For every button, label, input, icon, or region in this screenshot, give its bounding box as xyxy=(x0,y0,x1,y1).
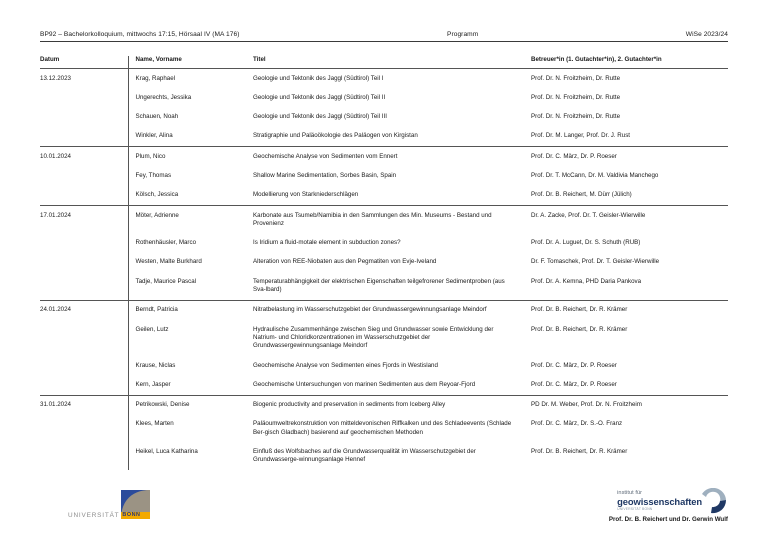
cell-student-name: Kölsch, Jessica xyxy=(128,186,246,206)
institute-logo-line3: UNIVERSITÄT BONN xyxy=(617,506,653,511)
table-row xyxy=(40,166,728,185)
cell-student-name: Fey, Thomas xyxy=(128,166,246,185)
table-row xyxy=(40,108,728,127)
column-header-supervisor: Betreuer*in (1. Gutachter*in), 2. Gutachter*in xyxy=(524,56,728,69)
cell-date xyxy=(40,186,128,206)
cell-student-name: Heikel, Luca Katharina xyxy=(128,443,246,471)
university-bonn-logo xyxy=(68,490,150,519)
cell-thesis-title: Shallow Marine Sedimentation, Sorbes Basin, Spain xyxy=(253,171,397,179)
institute-arc-icon xyxy=(700,488,728,514)
cell-thesis-title: Temperaturabhängigkeit der elektrischen Eigenschaften teilgefrorener Sedimentproben (aus Sva-lbard) xyxy=(253,277,505,294)
institute-logo-line1: institut für xyxy=(617,490,643,497)
cell-student-name: Krag, Raphael xyxy=(128,69,246,89)
footer-credit: Prof. Dr. B. Reichert und Dr. Gerwin Wulf xyxy=(608,516,728,523)
cell-date: 24.01.2024 xyxy=(40,300,128,320)
cell-supervisor: Dr. F. Tomaschek, Prof. Dr. T. Geisler-Wierwille xyxy=(531,258,660,266)
table-row xyxy=(40,415,728,443)
cell-date xyxy=(40,127,128,147)
table-row xyxy=(40,69,728,89)
cell-supervisor: Prof. Dr. T. McCann, Dr. M. Valdivia Manchego xyxy=(531,171,659,179)
cell-student-name: Krause, Niclas xyxy=(128,356,246,375)
cell-supervisor: Prof. Dr. B. Reichert, Dr. R. Krämer xyxy=(524,300,728,320)
cell-thesis-title: Is Iridium a fluid-motale element in subduction zones? xyxy=(253,239,401,247)
cell-date xyxy=(40,166,128,185)
table-row xyxy=(40,356,728,375)
cell-date xyxy=(40,272,128,300)
header-document-label: Programm xyxy=(446,31,479,38)
cell-thesis-title: Alteration von REE-Niobaten aus den Pegmatiten von Evje-Iveland xyxy=(253,258,437,266)
cell-date xyxy=(40,234,128,253)
cell-supervisor: Prof. Dr. B. Reichert, Dr. R. Krämer xyxy=(531,448,628,456)
table-row xyxy=(40,395,728,415)
cell-date xyxy=(40,356,128,375)
cell-supervisor: Prof. Dr. C. März, Dr. S.-O. Franz xyxy=(531,420,623,428)
cell-date xyxy=(40,108,128,127)
cell-thesis-title: Karbonate aus Tsumeb/Namibia in den Sammlungen des Min. Museums - Bestand und Provenienz xyxy=(246,206,524,234)
table-row xyxy=(40,206,728,234)
cell-student-name: Winkler, Alina xyxy=(128,127,246,147)
cell-student-name: Möter, Adrienne xyxy=(128,206,246,234)
cell-date: 10.01.2024 xyxy=(40,147,128,167)
cell-student-name: Ungerechts, Jessika xyxy=(128,88,246,107)
cell-supervisor: PD Dr. M. Weber, Prof. Dr. N. Froitzheim xyxy=(524,395,728,415)
table-row xyxy=(40,147,728,167)
document-footer xyxy=(40,451,728,531)
table-row xyxy=(40,272,728,300)
cell-student-name: Tadje, Maurice Pascal xyxy=(128,272,246,300)
cell-date xyxy=(40,253,128,272)
table-row xyxy=(40,320,728,356)
cell-thesis-title: Stratigraphie und Paläoökologie des Paläogen von Kirgistan xyxy=(253,132,418,140)
column-header-title: Titel xyxy=(246,56,524,69)
cell-date xyxy=(40,320,128,356)
cell-thesis-title: Geologie und Tektonik des Jaggl (Südtirol) Teil III xyxy=(253,113,387,121)
table-header xyxy=(40,56,728,69)
institute-logo-line2: geowissenschaften xyxy=(617,495,702,507)
cell-supervisor: Prof. Dr. B. Reichert, Dr. R. Krämer xyxy=(531,325,628,333)
cell-supervisor: Prof. Dr. C. März, Dr. P. Roeser xyxy=(531,380,617,388)
cell-supervisor: Prof. Dr. C. März, Dr. P. Roeser xyxy=(524,147,728,167)
cell-supervisor: Prof. Dr. N. Froitzheim, Dr. Rutte xyxy=(524,69,728,89)
table-body xyxy=(40,69,728,471)
column-header-date: Datum xyxy=(40,56,128,69)
table-row xyxy=(40,88,728,107)
table-row xyxy=(40,186,728,206)
table-row xyxy=(40,253,728,272)
table-row xyxy=(40,234,728,253)
cell-supervisor: Prof. Dr. B. Reichert, M. Dürr (Jülich) xyxy=(531,191,632,199)
cell-student-name: Rothenhäusler, Marco xyxy=(128,234,246,253)
cell-supervisor: Prof. Dr. M. Langer, Prof. Dr. J. Rust xyxy=(531,132,631,140)
university-crest-icon xyxy=(121,490,150,519)
header-course-title: BP92 – Bachelorkolloquium, mittwochs 17:15, Hörsaal IV (MA 176) xyxy=(40,31,240,38)
cell-supervisor: Prof. Dr. N. Froitzheim, Dr. Rutte xyxy=(531,93,621,101)
university-wordmark: UNIVERSITÄT xyxy=(68,511,120,519)
cell-date: 31.01.2024 xyxy=(40,395,128,415)
cell-student-name: Berndt, Patricia xyxy=(128,300,246,320)
table-row xyxy=(40,127,728,147)
cell-thesis-title: Hydraulische Zusammenhänge zwischen Sieg und Grundwasser sowie Entwicklung der Natrium- und Chloridkonzentrationen im Wasserschutzgebiet der Grundwassergewinnungsanlage Meindorf xyxy=(253,325,494,350)
cell-supervisor: Dr. A. Zacke, Prof. Dr. T. Geisler-Wierwille xyxy=(524,206,728,234)
cell-thesis-title: Geochemische Untersuchungen von marinen Sedimenten aus dem Reyoar-Fjord xyxy=(253,380,476,388)
schedule-table xyxy=(40,56,728,470)
cell-date: 17.01.2024 xyxy=(40,206,128,234)
cell-student-name: Klees, Marten xyxy=(128,415,246,443)
cell-date: 13.12.2023 xyxy=(40,69,128,89)
institute-logo xyxy=(617,490,728,511)
cell-thesis-title: Biogenic productivity and preservation in sediments from Iceberg Alley xyxy=(246,395,524,415)
cell-supervisor: Prof. Dr. A. Luguet, Dr. S. Schuth (RUB) xyxy=(531,239,641,247)
university-band-label: BONN xyxy=(121,512,150,520)
cell-student-name: Kern, Jasper xyxy=(128,375,246,395)
cell-date xyxy=(40,415,128,443)
table-header-row xyxy=(40,56,728,69)
cell-thesis-title: Einfluß des Wolfsbaches auf die Grundwasserqualität im Wasserschutzgebiet der Grundwasserge-winnungsanlage Hennef xyxy=(253,448,476,464)
cell-date xyxy=(40,88,128,107)
cell-supervisor: Prof. Dr. C. März, Dr. P. Roeser xyxy=(531,361,617,369)
table-row xyxy=(40,300,728,320)
cell-thesis-title: Modellierung von Starkniederschlägen xyxy=(253,191,359,199)
cell-student-name: Schauen, Noah xyxy=(128,108,246,127)
cell-student-name: Petrikowski, Denise xyxy=(128,395,246,415)
cell-thesis-title: Nitratbelastung im Wasserschutzgebiet der Grundwassergewinnungsanlage Meindorf xyxy=(246,300,524,320)
cell-student-name: Westen, Malte Burkhard xyxy=(128,253,246,272)
cell-thesis-title: Paläoumweltrekonstruktion von mitteldevonischen Riffkalken und des Schladeevents (Schlade Ber-gisch Gladbach) basierend auf geochemischen Methoden xyxy=(253,420,512,436)
cell-student-name: Geilen, Lutz xyxy=(128,320,246,356)
cell-thesis-title: Geochemische Analyse von Sedimenten eines Fjords in Westisland xyxy=(253,361,438,369)
cell-thesis-title: Geologie und Tektonik des Jaggl (Südtirol) Teil II xyxy=(253,93,386,101)
header-semester: WiSe 2023/24 xyxy=(685,31,728,38)
cell-date xyxy=(40,375,128,395)
column-header-name: Name, Vorname xyxy=(128,56,246,69)
running-header xyxy=(40,0,728,42)
cell-supervisor: Prof. Dr. N. Froitzheim, Dr. Rutte xyxy=(531,113,621,121)
cell-thesis-title: Geochemische Analyse von Sedimenten vom Ennert xyxy=(246,147,524,167)
table-row xyxy=(40,375,728,395)
institute-footer-block xyxy=(609,490,728,523)
cell-supervisor: Prof. Dr. A. Kemna, PHD Daria Pankova xyxy=(531,277,642,285)
cell-thesis-title: Geologie und Tektonik des Jaggl (Südtirol) Teil I xyxy=(246,69,524,89)
cell-student-name: Plum, Nico xyxy=(128,147,246,167)
